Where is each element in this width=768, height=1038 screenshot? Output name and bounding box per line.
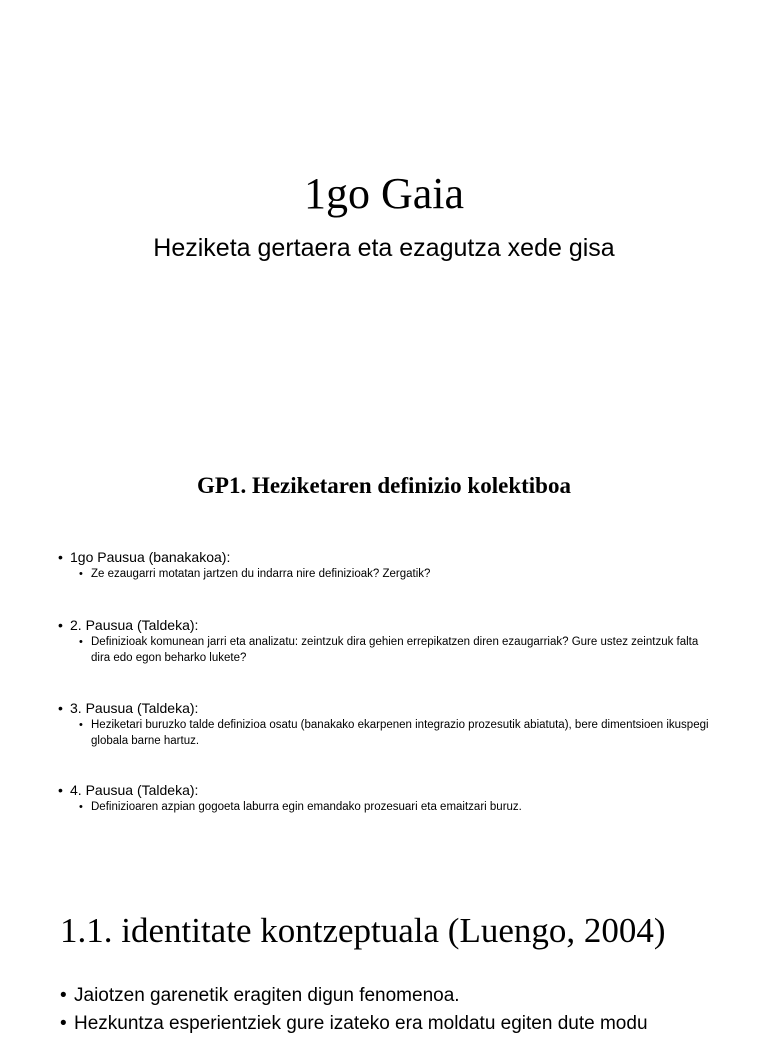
gp1-title: GP1. Heziketaren definizio kolektiboa [197, 473, 571, 498]
step-detail-text: Ze ezaugarri motatan jartzen du indarra nire definizioak? Zergatik? [91, 568, 431, 580]
step-detail-text: Definizioaren azpian gogoeta laburra egin emandako prozesuari eta emaitzari buruz. [91, 801, 522, 813]
slide-title: 1go Gaia [303, 169, 465, 218]
step-detail [79, 717, 718, 749]
step-label: • 2. Pausua (Taldeka): [58, 616, 718, 634]
step-label: • 4. Pausua (Taldeka): [58, 781, 718, 799]
step-item [58, 616, 718, 666]
sub-bullet-icon: • [79, 568, 83, 580]
step-detail [79, 634, 718, 666]
sub-bullet-icon: • [79, 719, 83, 731]
step-detail-text: Definizioak komunean jarri eta analizatu: zeintzuk dira gehien errepikatzen diren ezaugarriak? Gure ustez zeintzuk falta dira edo egon beharko lukete? [91, 636, 699, 664]
step-label: • 3. Pausua (Taldeka): [58, 699, 718, 717]
step-item [58, 699, 718, 749]
sub-bullet-icon: • [79, 801, 83, 813]
section-bullet: • Jaiotzen garenetik eragiten digun fenomenoa. [60, 982, 740, 1010]
sub-bullet-icon: • [79, 636, 83, 648]
section-bullet-list [60, 982, 740, 1038]
section-bullet: • Hezkuntza esperientziek gure izateko era moldatu egiten dute modu [60, 1010, 740, 1038]
step-item [58, 548, 718, 582]
section-title: 1.1. identitate kontzeptuala (Luengo, 2004) [60, 911, 666, 950]
step-detail [79, 799, 718, 815]
step-label: • 1go Pausua (banakakoa): [58, 548, 718, 566]
step-detail [79, 566, 718, 582]
step-detail-text: Heziketari buruzko talde definizioa osatu (banakako ekarpenen integrazio prozesutik abiatuta), bere dimentsioen ikuspegi globala barne hartuz. [91, 719, 709, 747]
step-item [58, 781, 718, 815]
slide-subtitle: Heziketa gertaera eta ezagutza xede gisa [153, 234, 615, 262]
